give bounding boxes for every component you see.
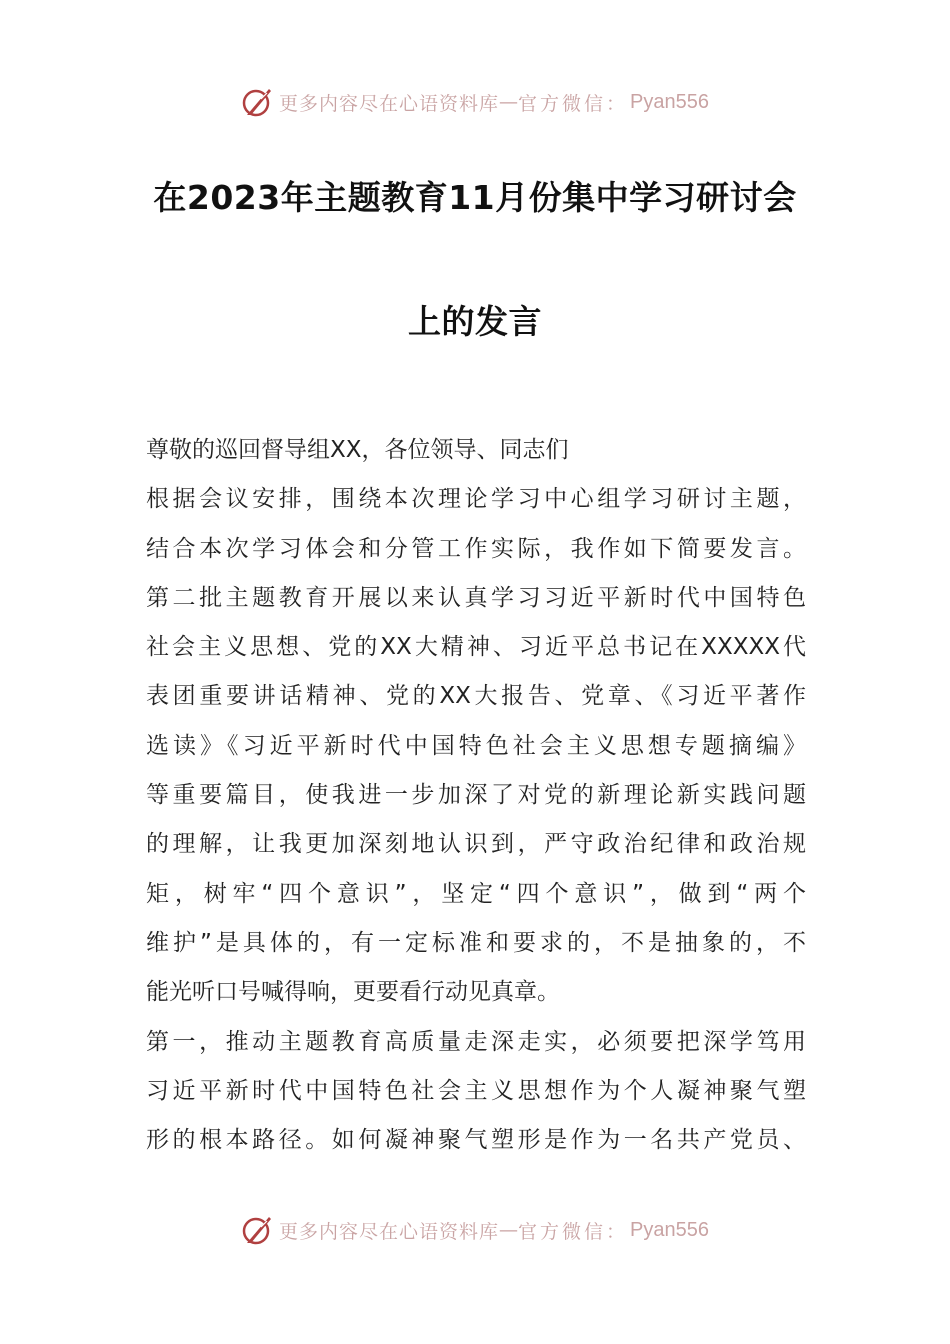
watermark-banner-bottom xyxy=(0,1210,950,1250)
watermark-official-text: 官方微信： xyxy=(518,92,629,115)
body-line: 尊敬的巡回督导组XX，各位领导、同志们 xyxy=(146,437,569,463)
body-line: 矩，树牢“四个意识”，坚定“四个意识”，做到“两个 xyxy=(146,880,806,907)
body-line: 表团重要讲话精神、党的XX大报告、党章、《习近平著作 xyxy=(146,683,806,710)
body-line: 的理解，让我更加深刻地认识到，严守政治纪律和政治规 xyxy=(146,831,806,858)
body-line: 习近平新时代中国特色社会主义思想作为个人凝神聚气塑 xyxy=(146,1077,806,1104)
body-line: 形的根本路径。如何凝神聚气塑形是作为一名共产党员、 xyxy=(146,1127,806,1154)
body-line: 第二批主题教育开展以来认真学习习近平新时代中国特色 xyxy=(146,584,806,611)
body-line: 维护”是具体的，有一定标准和要求的，不是抽象的，不 xyxy=(146,929,806,956)
body-line: 能光听口号喊得响，更要看行动见真章。 xyxy=(146,979,560,1006)
watermark-banner-top xyxy=(0,82,950,122)
body-line: 等重要篇目，使我进一步加深了对党的新理论新实践问题 xyxy=(146,782,806,809)
watermark-separator: — xyxy=(499,91,519,113)
watermark-wechat-id: Pyan556 xyxy=(630,90,709,113)
watermark-brand-text: 更多内容尽在心语资料库 xyxy=(279,1220,500,1243)
body-line: 第一，推动主题教育高质量走深走实，必须要把深学笃用 xyxy=(146,1028,806,1055)
body-line: 根据会议安排，围绕本次理论学习中心组学习研讨主题， xyxy=(146,486,806,513)
watermark-separator: — xyxy=(499,1219,519,1241)
watermark-official-text: 官方微信： xyxy=(518,1220,629,1243)
document-title-line-1: 在2023年主题教育11月份集中学习研讨会 xyxy=(153,178,797,217)
quill-logo-icon xyxy=(241,85,275,119)
document-title-line-2: 上的发言 xyxy=(408,302,542,341)
body-line: 结合本次学习体会和分管工作实际，我作如下简要发言。 xyxy=(146,535,806,562)
quill-logo-icon xyxy=(241,1213,275,1247)
document-body xyxy=(146,426,806,1165)
watermark-wechat-id: Pyan556 xyxy=(630,1218,709,1241)
body-line: 选读》《习近平新时代中国特色社会主义思想专题摘编》 xyxy=(146,732,806,759)
watermark-brand-text: 更多内容尽在心语资料库 xyxy=(279,92,500,115)
body-line: 社会主义思想、党的XX大精神、习近平总书记在XXXXX代 xyxy=(146,634,806,661)
